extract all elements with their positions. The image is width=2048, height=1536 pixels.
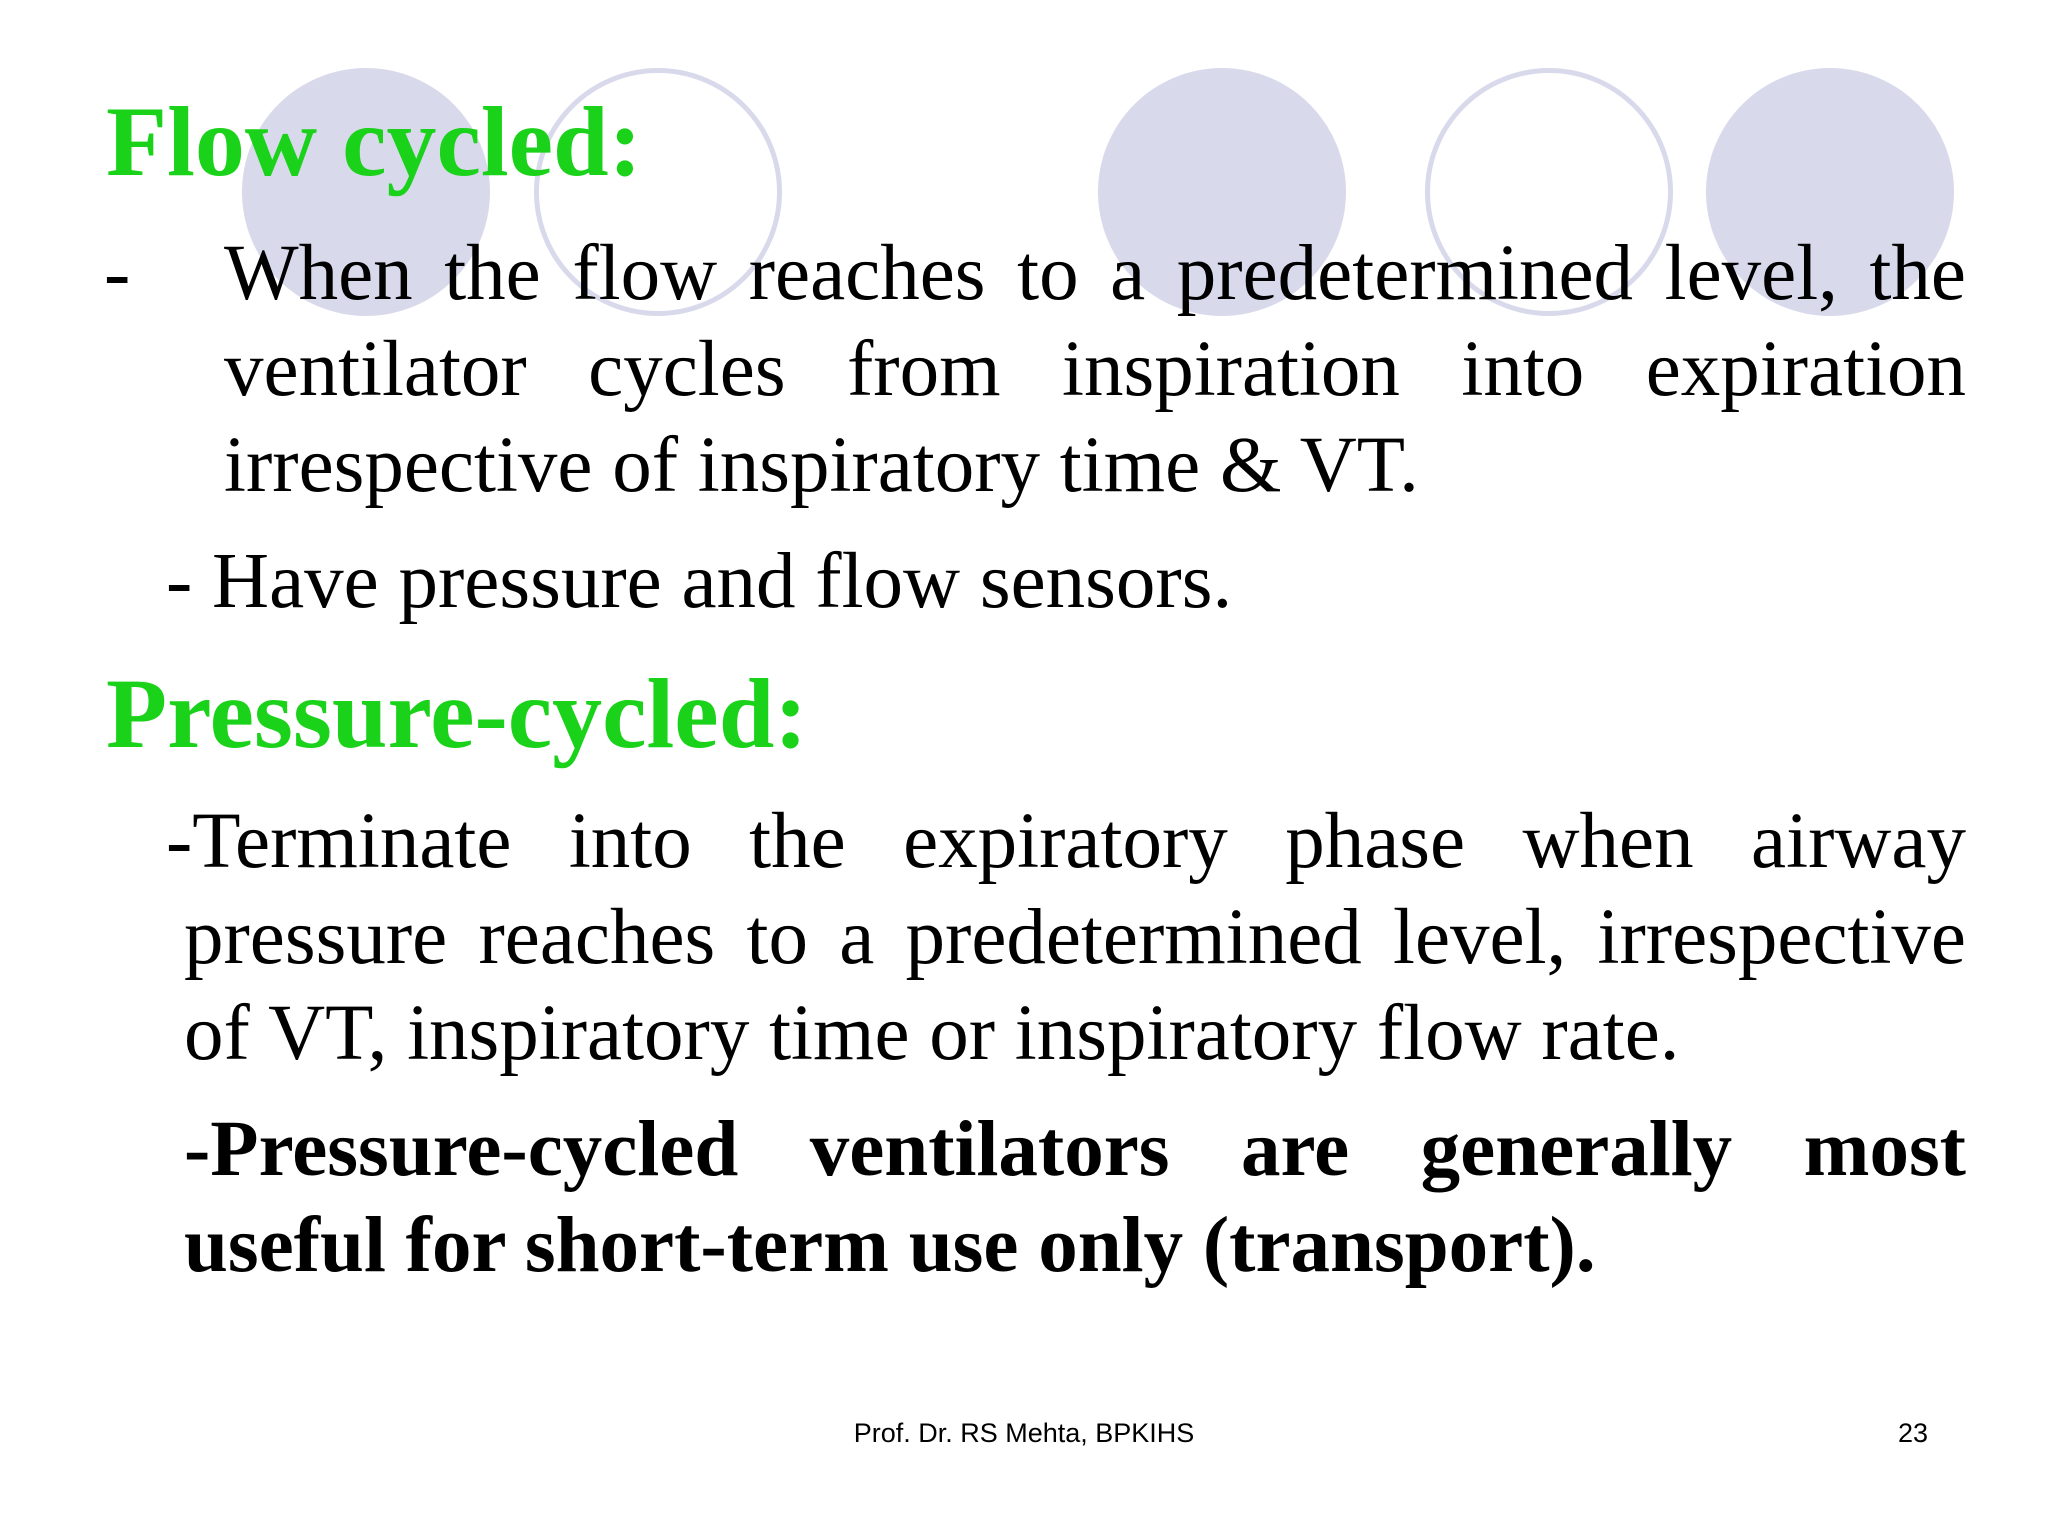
flow-cycled-heading: Flow cycled:: [106, 86, 642, 197]
text-line: of VT, inspiratory time or inspiratory flow rate.: [184, 990, 1680, 1077]
text-line: -Pressure-cycled ventilators are generally most: [184, 1106, 1966, 1193]
text-line: useful for short-term use only (transport).: [184, 1202, 1596, 1289]
footer-author: Prof. Dr. RS Mehta, BPKIHS: [853, 1418, 1195, 1448]
text-line: ventilator cycles from inspiration into expiration: [224, 326, 1966, 413]
flow-cycled-description: [224, 226, 1966, 514]
text-line: irrespective of inspiratory time & VT.: [224, 422, 1419, 509]
text-line: -Terminate into the expiratory phase when airway: [166, 798, 1966, 885]
text-line: pressure reaches to a predetermined level, irrespective: [184, 894, 1966, 981]
pressure-cycled-heading: Pressure-cycled:: [106, 658, 808, 769]
bullet-marker: -: [104, 230, 131, 317]
flow-sensors-bullet: - Have pressure and flow sensors.: [166, 538, 1233, 625]
text-line: When the flow reaches to a predetermined level, the: [224, 230, 1966, 317]
pressure-cycled-description: [166, 794, 1966, 1082]
pressure-cycled-note: [184, 1102, 1966, 1294]
page-number: 23: [1897, 1418, 1928, 1448]
